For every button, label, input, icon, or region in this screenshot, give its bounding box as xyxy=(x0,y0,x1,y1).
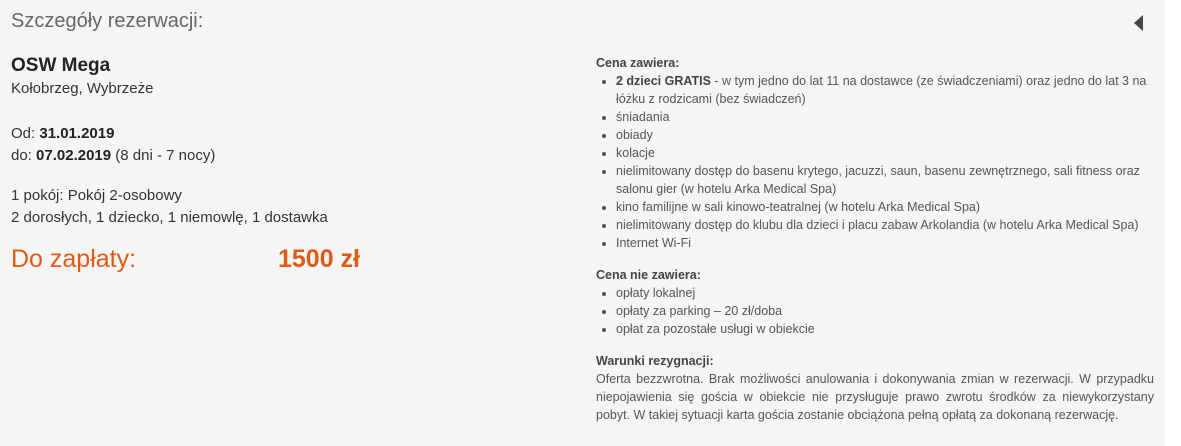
date-from-line xyxy=(11,123,571,145)
hotel-location: Kołobrzeg, Wybrzeże xyxy=(11,80,154,97)
list-item: • obiady xyxy=(616,126,1154,144)
price-excludes-list xyxy=(596,284,1154,338)
date-to-value: 07.02.2019 xyxy=(36,147,112,164)
free-kids-highlight: 2 dzieci GRATIS xyxy=(616,74,711,88)
panel-title: Szczegóły rezerwacji: xyxy=(11,10,204,32)
stay-duration: (8 dni - 7 nocy) xyxy=(115,147,216,164)
guests-line: 2 dorosłych, 1 dziecko, 1 niemowlę, 1 dostawka xyxy=(11,209,328,226)
reservation-summary xyxy=(11,54,571,279)
cancellation-title: Warunki rezygnacji: xyxy=(596,354,714,368)
date-to-label: do: xyxy=(11,147,32,164)
payment-label: Do zapłaty: xyxy=(11,245,137,273)
payment-amount: 1500 zł xyxy=(278,245,361,273)
list-item: • kino familijne w sali kinowo-teatralnej (w hotelu Arka Medical Spa) xyxy=(616,198,1154,216)
price-includes-section xyxy=(596,54,1154,252)
cancellation-section xyxy=(596,352,1154,424)
list-item: • Internet Wi-Fi xyxy=(616,234,1154,252)
price-excludes-title: Cena nie zawiera: xyxy=(596,268,701,282)
list-item: • opłaty lokalnej xyxy=(616,284,1154,302)
list-item: • nielimitowany dostęp do klubu dla dzieci i placu zabaw Arkolandia (w hotelu Arka Medical Spa) xyxy=(616,216,1154,234)
payment-summary xyxy=(11,245,571,279)
cancellation-text: Oferta bezzwrotna. Brak możliwości anulowania i dokonywania zmian w rezerwacji. W przypadku niepojawienia się gościa w obiekcie nie przysługuje prawo zwrotu środków za niewykorzystany pobyt. W takiej sytuacji karta gościa zostanie obciążona pełną opłatą za dokonaną rezerwację. xyxy=(596,372,1154,422)
offer-terms xyxy=(596,54,1154,424)
hotel-name: OSW Mega xyxy=(11,55,111,76)
date-from-label: Od: xyxy=(11,125,36,142)
price-includes-list xyxy=(596,72,1154,252)
free-kids-details: - w tym jedno do lat 11 na dostawce (ze świadczeniami) oraz jedno do lat 3 na łóżku z rodzicami (bez świadczeń) xyxy=(616,74,1147,106)
list-item: • nielimitowany dostęp do basenu krytego, jacuzzi, saun, basenu zewnętrznego, sali fitness oraz salonu gier (w hotelu Arka Medical Spa) xyxy=(616,162,1154,198)
list-item: • kolacje xyxy=(616,144,1154,162)
room-info xyxy=(11,185,571,229)
date-from-value: 31.01.2019 xyxy=(39,125,115,142)
list-item: • śniadania xyxy=(616,108,1154,126)
list-item xyxy=(616,72,1154,108)
list-item: • opłat za pozostałe usługi w obiekcie xyxy=(616,320,1154,338)
list-item: • opłaty za parking – 20 zł/doba xyxy=(616,302,1154,320)
date-range xyxy=(11,123,571,167)
date-to-line xyxy=(11,145,571,167)
collapse-arrow-icon[interactable] xyxy=(1134,15,1143,31)
room-line: 1 pokój: Pokój 2-osobowy xyxy=(11,187,182,204)
price-excludes-section xyxy=(596,266,1154,338)
price-includes-title: Cena zawiera: xyxy=(596,56,680,70)
